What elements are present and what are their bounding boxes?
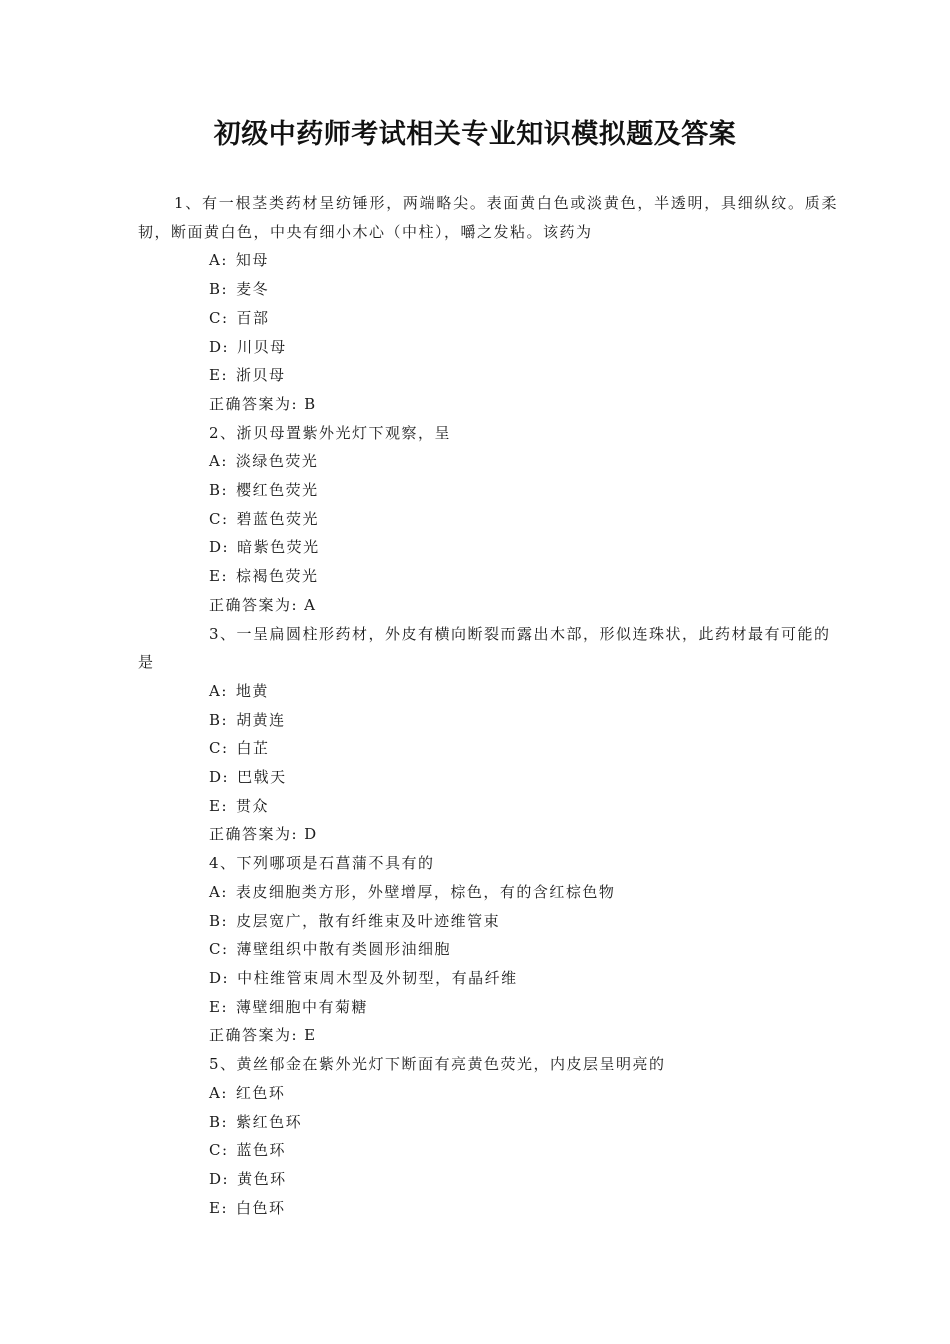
option-text: 薄壁组织中散有类圆形油细胞: [236, 940, 452, 959]
option-key: C:: [209, 1141, 229, 1160]
option-text: 白芷: [236, 739, 270, 758]
question-1-option-d: [138, 333, 838, 362]
option-key: B:: [209, 710, 229, 729]
option-key: B:: [209, 280, 229, 299]
option-key: C:: [209, 308, 229, 327]
question-4-stem: 4、下列哪项是石菖蒲不具有的: [209, 854, 435, 873]
answer-label: 正确答案为:: [209, 825, 299, 844]
option-key: A:: [209, 1083, 228, 1102]
option-text: 碧蓝色荧光: [236, 509, 320, 528]
option-text: 百部: [236, 308, 270, 327]
option-key: C:: [209, 509, 229, 528]
option-text: 皮层宽广，散有纤维束及叶迹维管束: [236, 911, 501, 930]
option-key: E:: [209, 366, 229, 385]
question-2-option-b: [138, 476, 838, 505]
option-text: 麦冬: [236, 280, 270, 299]
question-2-option-e: [138, 562, 838, 591]
answer-label: 正确答案为:: [209, 1026, 299, 1045]
option-text: 胡黄连: [236, 710, 286, 729]
option-text: 白色环: [236, 1198, 286, 1217]
question-4-option-c: [138, 935, 838, 964]
option-key: E:: [209, 796, 229, 815]
question-3-option-a: [138, 677, 838, 706]
question-5-option-e: [138, 1194, 838, 1223]
question-3-answer: [138, 820, 838, 849]
question-1-answer: [138, 390, 838, 419]
question-1-option-b: [138, 275, 838, 304]
option-text: 表皮细胞类方形，外壁增厚，棕色，有的含红棕色物: [235, 882, 616, 901]
option-key: A:: [209, 452, 228, 471]
option-text: 巴戟天: [237, 768, 287, 787]
option-text: 樱红色荧光: [236, 481, 319, 500]
answer-value: E: [304, 1026, 317, 1045]
option-key: D:: [209, 538, 230, 557]
question-5-stem: 5、黄丝郁金在紫外光灯下断面有亮黄色荧光，内皮层呈明亮的: [209, 1055, 666, 1074]
option-text: 知母: [235, 251, 269, 270]
option-key: D:: [209, 768, 230, 787]
option-key: A:: [209, 882, 228, 901]
option-text: 川贝母: [237, 337, 287, 356]
page-title: 初级中药师考试相关专业知识模拟题及答案: [213, 119, 737, 150]
answer-value: B: [304, 394, 317, 413]
answer-value: D: [304, 825, 318, 844]
option-text: 黄色环: [237, 1169, 287, 1188]
question-4-answer: [138, 1021, 838, 1050]
option-key: C:: [209, 739, 229, 758]
answer-label: 正确答案为:: [209, 394, 299, 413]
question-1-option-c: [138, 304, 838, 333]
option-key: C:: [209, 940, 229, 959]
option-text: 红色环: [235, 1083, 286, 1102]
option-key: E:: [209, 997, 229, 1016]
option-text: 棕褐色荧光: [236, 567, 319, 586]
question-3-option-c: [138, 734, 838, 763]
option-text: 紫红色环: [236, 1112, 303, 1131]
option-text: 淡绿色荧光: [235, 452, 319, 471]
question-5-option-c: [138, 1136, 838, 1165]
question-1-option-a: [138, 246, 838, 275]
question-2-option-c: [138, 505, 838, 534]
option-key: A:: [209, 681, 228, 700]
option-text: 浙贝母: [236, 366, 286, 385]
option-key: D:: [209, 337, 230, 356]
option-text: 地黄: [235, 681, 269, 700]
question-4-option-e: [138, 993, 838, 1022]
question-1-stem: 1、有一根茎类药材呈纺锤形，两端略尖。表面黄白色或淡黄色，半透明，具细纵纹。质柔韧，断面黄白色，中央有细小木心（中柱），嚼之发粘。该药为: [138, 194, 838, 241]
option-key: B:: [209, 911, 229, 930]
option-text: 蓝色环: [236, 1141, 287, 1160]
option-key: A:: [209, 251, 228, 270]
option-key: E:: [209, 567, 229, 586]
question-1-option-e: [138, 361, 838, 390]
question-4-option-d: [138, 964, 838, 993]
option-key: E:: [209, 1198, 229, 1217]
option-key: B:: [209, 481, 229, 500]
answer-value: A: [304, 595, 317, 614]
question-5-option-b: [138, 1108, 838, 1137]
question-3-stem: 3、一呈扁圆柱形药材，外皮有横向断裂而露出木部，形似连珠状，此药材最有可能的是: [138, 624, 831, 672]
question-3-option-b: [138, 706, 838, 735]
question-5-option-a: [138, 1079, 838, 1108]
question-4-option-b: [138, 907, 838, 936]
option-text: 贯众: [236, 796, 270, 815]
question-2-stem: 2、浙贝母置紫外光灯下观察，呈: [209, 423, 452, 442]
option-key: B:: [209, 1112, 229, 1131]
question-5-option-d: [138, 1165, 838, 1194]
answer-label: 正确答案为:: [209, 595, 299, 614]
option-text: 暗紫色荧光: [237, 538, 320, 557]
option-key: D:: [209, 1169, 230, 1188]
option-key: D:: [209, 968, 230, 987]
question-2-answer: [138, 591, 838, 620]
question-4-option-a: [138, 878, 838, 907]
question-3-option-e: [138, 792, 838, 821]
option-text: 中柱维管束周木型及外韧型，有晶纤维: [237, 968, 518, 987]
question-list: [138, 189, 838, 1222]
question-3-option-d: [138, 763, 838, 792]
question-2-option-a: [138, 447, 838, 476]
question-2-option-d: [138, 533, 838, 562]
option-text: 薄壁细胞中有菊糖: [236, 997, 369, 1016]
